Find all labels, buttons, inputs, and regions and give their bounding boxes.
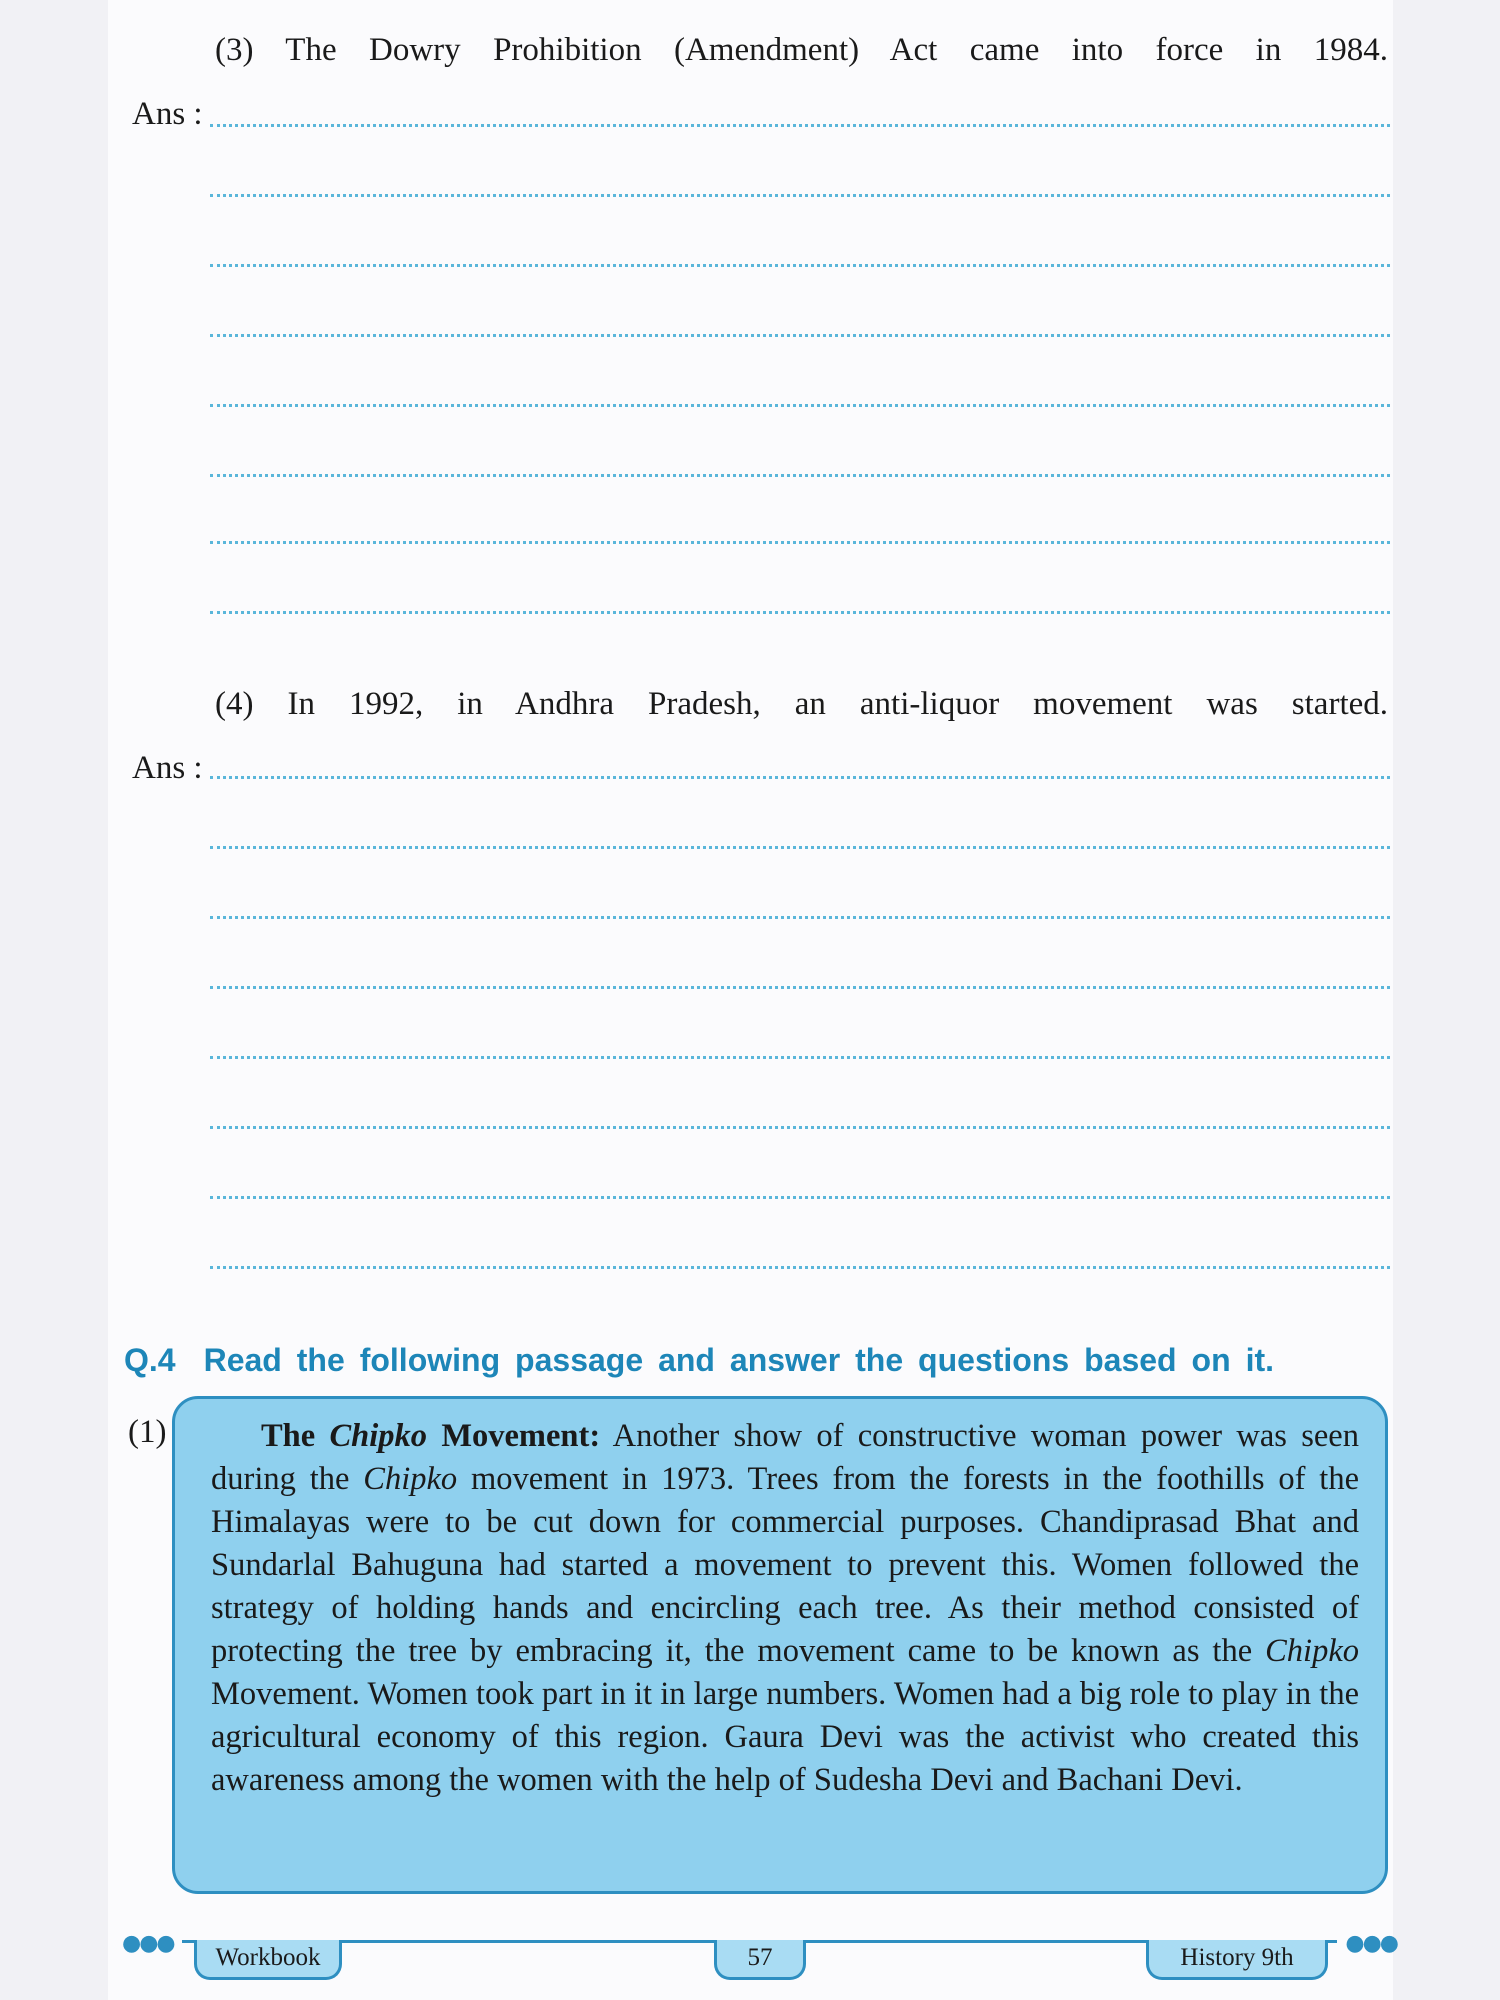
answer-line-4-3[interactable]	[210, 916, 1390, 919]
question-3-number: (3)	[215, 32, 254, 68]
answer-line-3-3[interactable]	[210, 264, 1390, 267]
footer-subject-tab: History 9th	[1146, 1940, 1328, 1980]
q4-instruction: Read the following passage and answer the questions based on it.	[203, 1342, 1274, 1378]
answer-line-3-2[interactable]	[210, 194, 1390, 197]
passage-number: (1)	[128, 1414, 167, 1450]
question-4-text: In 1992, in Andhra Pradesh, an anti-liquor movement was started.	[287, 686, 1389, 722]
answer-line-3-5[interactable]	[210, 404, 1390, 407]
passage-italic-2: Chipko	[1265, 1633, 1359, 1669]
answer-label-4: Ans :	[132, 750, 203, 786]
footer-dots-right-icon: ●●●	[1345, 1931, 1397, 1956]
passage-text-2: movement in 1973. Trees from the forests in the foothills of the Himalayas were to be cut down for commercial purposes. Chandiprasad Bhat and Sundarlal Bahuguna had started a movement to prevent this. Women followed the strategy of holding hands and encircling each tree. As their method consisted of protecting the tree by embracing it, the movement came to be known as the	[211, 1461, 1359, 1669]
page-number: 57	[714, 1940, 806, 1980]
answer-line-4-6[interactable]	[210, 1126, 1390, 1129]
answer-line-4-5[interactable]	[210, 1056, 1390, 1059]
question-3-text: The Dowry Prohibition (Amendment) Act came into force in 1984.	[285, 32, 1388, 68]
q4-heading	[124, 1338, 1274, 1382]
footer-dots-left-icon: ●●●	[122, 1931, 174, 1956]
passage-italic-1: Chipko	[363, 1461, 458, 1497]
answer-line-3-7[interactable]	[210, 541, 1390, 544]
answer-line-3-4[interactable]	[210, 334, 1390, 337]
answer-label-3: Ans :	[132, 96, 203, 132]
answer-line-4-7[interactable]	[210, 1196, 1390, 1199]
question-4	[215, 684, 1388, 724]
passage-title: The Chipko Movement:	[261, 1418, 601, 1454]
answer-line-3-6[interactable]	[210, 474, 1390, 477]
question-4-number: (4)	[215, 686, 254, 722]
passage-text-1: Another show of constructive woman power was seen during the	[211, 1418, 1359, 1497]
passage-text-3: Movement. Women took part in it in large numbers. Women had a big role to play in the agricultural economy of this region. Gaura Devi was the activist who created this awareness among the women with the help of Sudesha Devi and Bachani Devi.	[211, 1676, 1359, 1798]
passage-box	[172, 1396, 1388, 1894]
question-3	[215, 30, 1388, 70]
answer-line-4-2[interactable]	[210, 846, 1390, 849]
answer-line-4-1[interactable]	[210, 776, 1390, 779]
answer-line-4-4[interactable]	[210, 986, 1390, 989]
footer-workbook-tab: Workbook	[194, 1940, 342, 1980]
q4-label: Q.4	[124, 1342, 176, 1378]
answer-line-3-1[interactable]	[210, 124, 1390, 127]
answer-line-4-8[interactable]	[210, 1266, 1390, 1269]
answer-line-3-8[interactable]	[210, 611, 1390, 614]
page-footer	[122, 1932, 1397, 1984]
